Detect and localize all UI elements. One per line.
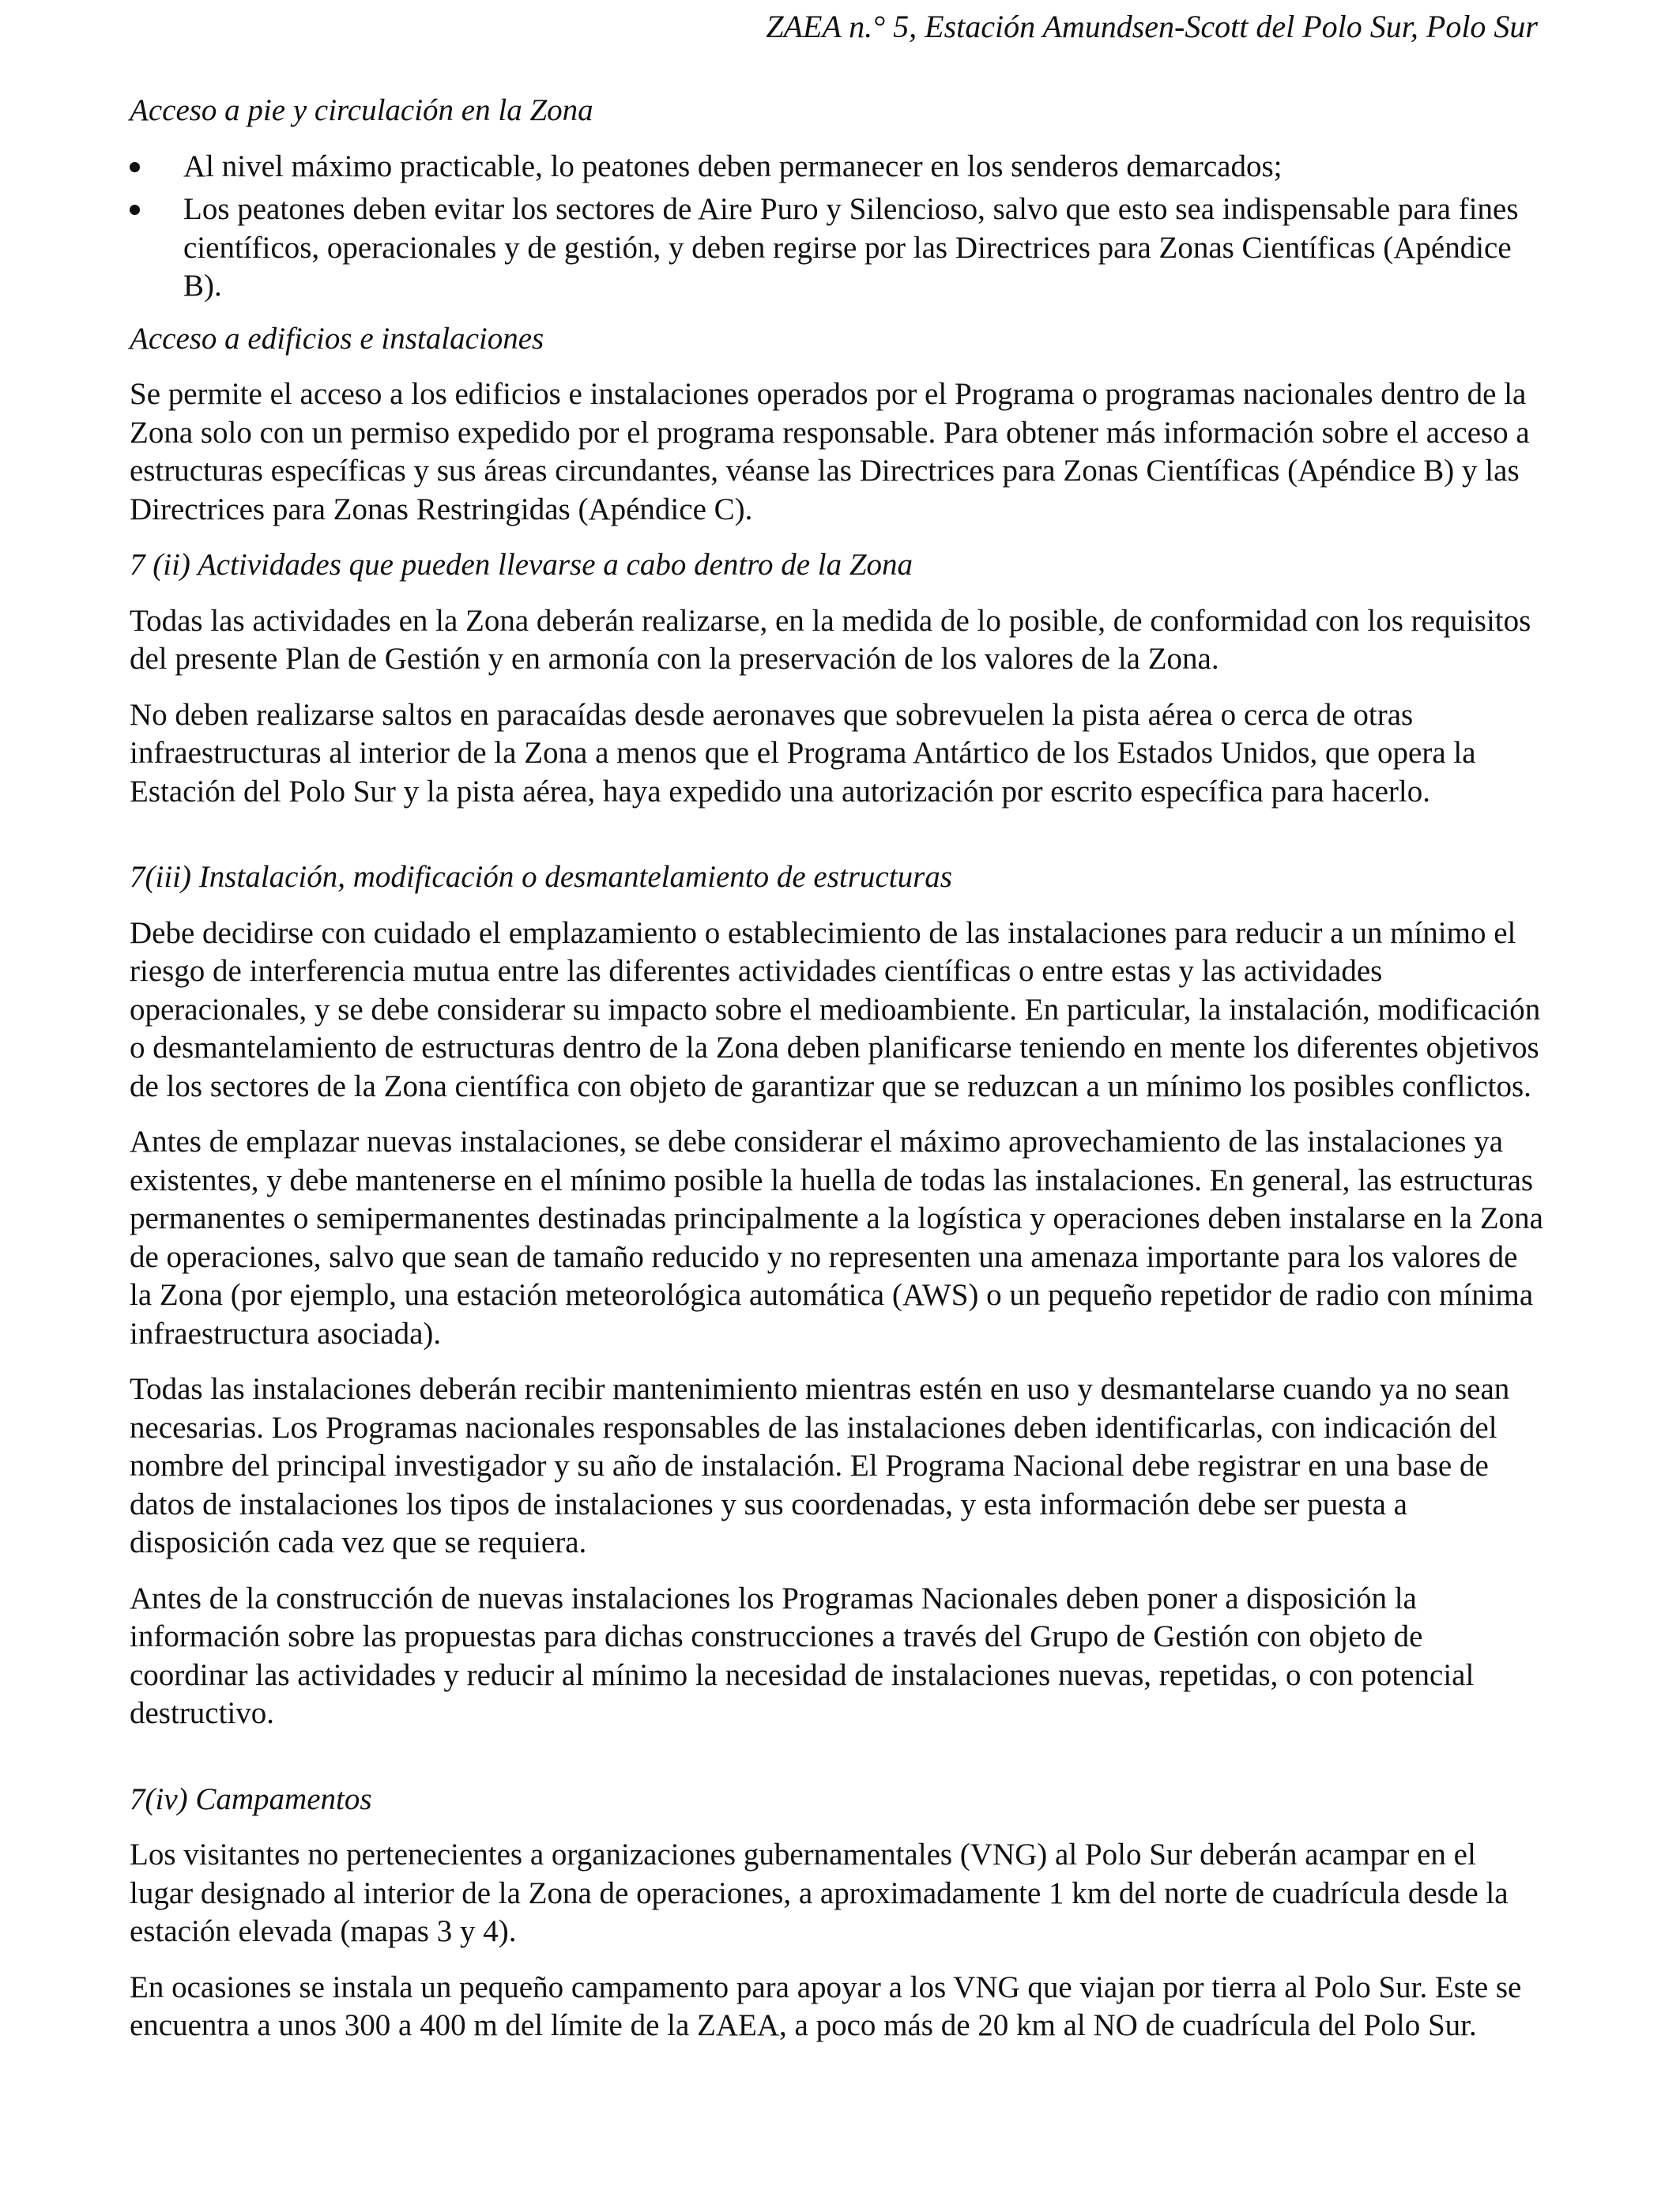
section-heading-activities: 7 (ii) Actividades que pueden llevarse a cabo dentro de la Zona (130, 548, 913, 582)
section-heading-camps: 7(iv) Campamentos (130, 1781, 372, 1816)
running-header: ZAEA n.° 5, Estación Amundsen-Scott del Polo Sur, Polo Sur (766, 9, 1538, 44)
paragraph: Todas las actividades en la Zona deberán realizarse, en la medida de lo posible, de conformidad con los requisitos del presente Plan de Gestión y en armonía con la preservación de los valores de la Zona. (130, 603, 1531, 676)
paragraph: Antes de emplazar nuevas instalaciones, se debe considerar el máximo aprovechamiento de las instalaciones ya existentes, y debe mantenerse en el mínimo posible la huella de todas las instalaciones. En general, las estructuras permanentes o semipermanentes destinadas principalmente a la logística y operaciones deben instalarse en la Zona de operaciones, salvo que sean de tamaño reducido y no representen una amenaza importante para los valores de la Zona (por ejemplo, una estación meteorológica automática (AWS) o un pequeño repetidor de radio con mínima infraestructura asociada). (130, 1125, 1543, 1351)
list-item (130, 190, 1544, 306)
bullet-list (130, 148, 1544, 306)
paragraph: Los visitantes no pertenecientes a organizaciones gubernamentales (VNG) al Polo Sur deberán acampar en el lugar designado al interior de la Zona de operaciones, a aproximadamente 1 km del norte de cuadrícula desde la estación elevada (mapas 3 y 4). (130, 1838, 1509, 1948)
document-body (130, 92, 1544, 2063)
paragraph: Antes de la construcción de nuevas instalaciones los Programas Nacionales deben poner a disposición la información sobre las propuestas para dichas construcciones a través del Grupo de Gestión con objeto de coordinar las actividades y reducir al mínimo la necesidad de instalaciones nuevas, repetidas, o con potencial destructivo. (130, 1581, 1475, 1730)
list-item-text: Al nivel máximo practicable, lo peatones deben permanecer en los senderos demarcados; (183, 149, 1283, 183)
list-item-text: Los peatones deben evitar los sectores de Aire Puro y Silencioso, salvo que esto sea indispensable para fines científicos, operacionales y de gestión, y deben regirse por las Directrices para Zonas Científicas (Apéndice B). (183, 192, 1519, 303)
section-heading-structures: 7(iii) Instalación, modificación o desmantelamiento de estructuras (130, 860, 952, 894)
paragraph: Todas las instalaciones deberán recibir mantenimiento mientras estén en uso y desmantelarse cuando ya no sean necesarias. Los Programas nacionales responsables de las instalaciones deben identificarlas, con indicación del nombre del principal investigador y su año de instalación. El Programa Nacional debe registrar en una base de datos de instalaciones los tipos de instalaciones y sus coordenadas, y esta información debe ser puesta a disposición cada vez que se requiera. (130, 1372, 1510, 1559)
section-heading-walking-access: Acceso a pie y circulación en la Zona (130, 93, 593, 127)
paragraph: Debe decidirse con cuidado el emplazamiento o establecimiento de las instalaciones para reducir a un mínimo el riesgo de interferencia mutua entre las diferentes actividades científicas o entre estas y las actividades operacionales, y se debe considerar su impacto sobre el medioambiente. En particular, la instalación, modificación o desmantelamiento de estructuras dentro de la Zona deben planificarse teniendo en mente los diferentes objetivos de los sectores de la Zona científica con objeto de garantizar que se reduzcan a un mínimo los posibles conflictos. (130, 915, 1541, 1103)
section-heading-building-access: Acceso a edificios e instalaciones (130, 321, 544, 356)
paragraph: Se permite el acceso a los edificios e instalaciones operados por el Programa o programas nacionales dentro de la Zona solo con un permiso expedido por el programa responsable. Para obtener más información sobre el acceso a estructuras específicas y sus áreas circundantes, véanse las Directrices para Zonas Científicas (Apéndice B) y las Directrices para Zonas Restringidas (Apéndice C). (130, 377, 1530, 526)
paragraph: En ocasiones se instala un pequeño campamento para apoyar a los VNG que viajan por tierra al Polo Sur. Este se encuentra a unos 300 a 400 m del límite de la ZAEA, a poco más de 20 km al NO de cuadrícula del Polo Sur. (130, 1970, 1522, 2042)
paragraph: No deben realizarse saltos en paracaídas desde aeronaves que sobrevuelen la pista aérea o cerca de otras infraestructuras al interior de la Zona a menos que el Programa Antártico de los Estados Unidos, que opera la Estación del Polo Sur y la pista aérea, haya expedido una autorización por escrito específica para hacerlo. (130, 697, 1476, 809)
list-item (130, 148, 1544, 187)
